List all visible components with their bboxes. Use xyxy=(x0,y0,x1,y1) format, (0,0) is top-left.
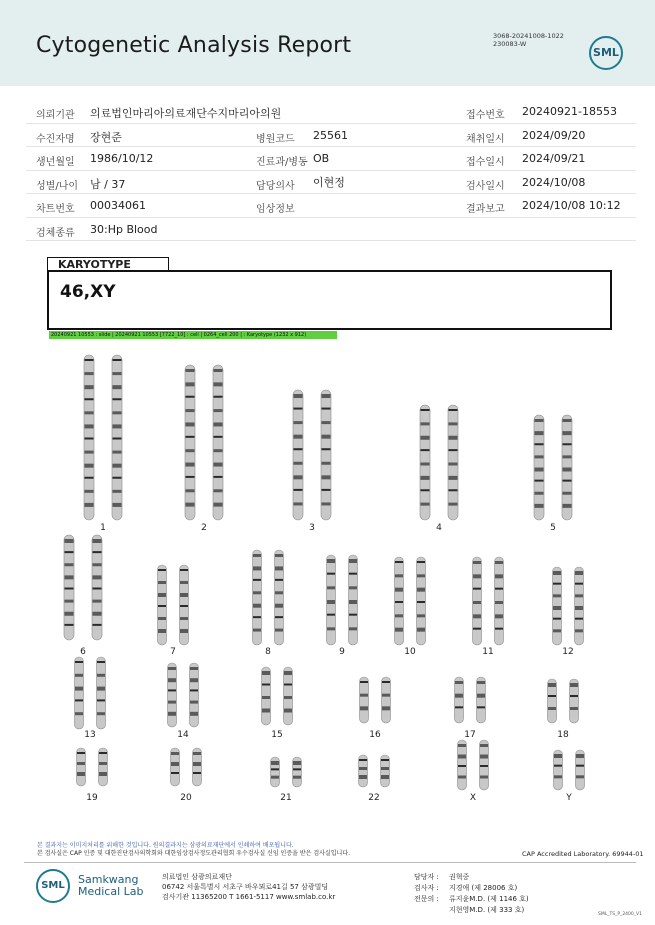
chromosome-label: 11 xyxy=(482,647,494,657)
examinee-label: 수진자명 xyxy=(36,133,75,145)
chromosome-18 xyxy=(548,679,557,723)
footer-notice xyxy=(37,842,537,858)
examinee-value: 장현준 xyxy=(90,130,122,144)
chromosome-18 xyxy=(570,679,579,723)
chromosome-4 xyxy=(448,405,458,520)
chromosome-5 xyxy=(562,415,572,520)
chromosome-19 xyxy=(77,748,86,786)
sml-logo-text: SML xyxy=(593,46,619,59)
chromosome-label: 7 xyxy=(170,647,176,657)
staff-role: 전문의 : xyxy=(414,895,439,903)
receipt-no-value: 20240921-18553 xyxy=(522,105,617,118)
chromosome-label: 2 xyxy=(201,523,207,533)
form-version: SML_TS_P_2400_V1 xyxy=(598,912,642,917)
chromosome-2 xyxy=(213,365,223,520)
chromosome-3 xyxy=(321,390,331,520)
chromosome-13 xyxy=(97,657,106,729)
cap-accreditation: CAP Accredited Laboratory. 69944-01 xyxy=(522,850,644,858)
receipt-date-value: 2024/09/21 xyxy=(522,152,586,165)
staff-name: 지현영M.D. (제 333 호) xyxy=(449,906,525,914)
chromosome-19 xyxy=(99,748,108,786)
chromosome-6 xyxy=(92,535,102,640)
slide-info-bar: 20240921 10553 : slide | 20240921 10553 [7722_10] : cell | 0264_cell 200 | : Karyotype (1232 x 912) xyxy=(49,331,337,339)
chromosome-label: Y xyxy=(566,793,572,803)
chromosome-Y xyxy=(554,750,563,790)
report-date-label: 결과보고 xyxy=(466,204,505,215)
chromosome-label: 13 xyxy=(84,730,96,740)
address-line-3: 검사기관 11365200 T 1661-5117 www.smlab.co.kr xyxy=(162,893,336,901)
info-row xyxy=(26,171,636,195)
chromosome-14 xyxy=(168,663,177,727)
staff-row xyxy=(414,872,529,883)
lab-name xyxy=(78,874,144,898)
chromosome-17 xyxy=(455,677,464,723)
chromosome-21 xyxy=(293,757,302,787)
chromosome-9 xyxy=(327,555,336,645)
chromosome-16 xyxy=(382,677,391,723)
notice-line-1: 본 결과지는 이미지처리를 위해한 것입니다. 원의결과지는 삼광의료재단에서 인쇄하여 배포됩니다. xyxy=(37,842,294,849)
chromosome-X xyxy=(480,740,489,790)
lab-staff xyxy=(414,872,529,916)
lab-address xyxy=(162,872,335,902)
chromosome-label: 6 xyxy=(80,647,86,657)
chromosome-10 xyxy=(395,557,404,645)
chart-no-value: 00034061 xyxy=(90,199,146,212)
sml-logo xyxy=(589,36,623,70)
specimen-value: 30:Hp Blood xyxy=(90,222,158,236)
chart-no-label: 차트번호 xyxy=(36,204,75,215)
chromosome-20 xyxy=(171,748,180,786)
sex-age-label: 성별/나이 xyxy=(36,180,79,192)
chromosome-label: 8 xyxy=(265,647,271,657)
report-title: Cytogenetic Analysis Report xyxy=(36,33,352,58)
staff-role: 담당자 : xyxy=(414,873,439,881)
chromosome-1 xyxy=(84,355,94,520)
birth-label: 생년월일 xyxy=(36,157,75,168)
lab-name-line-1: Samkwang xyxy=(78,873,139,886)
report-date-value: 2024/10/08 10:12 xyxy=(522,199,621,212)
staff-name: 류지윤M.D. (제 1146 호) xyxy=(449,895,529,903)
chromosome-22 xyxy=(381,755,390,787)
samkwang-logo-text: SML xyxy=(41,880,65,891)
chromosome-3 xyxy=(293,390,303,520)
report-code-1: 3068-20241008-1022 xyxy=(493,32,564,40)
institution-label: 의뢰기관 xyxy=(36,110,75,121)
chromosome-label: 21 xyxy=(280,793,292,803)
chromosome-14 xyxy=(190,663,199,727)
staff-row xyxy=(414,894,529,905)
chromosome-22 xyxy=(359,755,368,787)
chromosome-6 xyxy=(64,535,74,640)
chromosome-11 xyxy=(495,557,504,645)
chromosome-label: 9 xyxy=(339,647,345,657)
karyogram xyxy=(40,345,620,805)
staff-name: 권혁중 xyxy=(449,873,470,881)
info-row xyxy=(26,218,636,242)
report-header xyxy=(0,0,655,86)
birth-value: 1986/10/12 xyxy=(90,152,154,165)
chromosome-4 xyxy=(420,405,430,520)
hospital-code-value: 25561 xyxy=(313,128,348,142)
staff-name: 지경애 (제 28006 호) xyxy=(449,884,518,892)
address-line-1: 의료법인 삼광의료재단 xyxy=(162,873,232,881)
chromosome-7 xyxy=(180,565,189,645)
chromosome-label: 3 xyxy=(309,523,315,533)
staff-row xyxy=(414,883,529,894)
chromosome-label: 14 xyxy=(177,730,189,740)
chromosome-5 xyxy=(534,415,544,520)
samkwang-logo xyxy=(36,869,70,903)
chromosome-8 xyxy=(275,550,284,645)
hospital-code-label: 병원코드 xyxy=(256,133,295,145)
chromosome-9 xyxy=(349,555,358,645)
chromosome-label: 10 xyxy=(404,647,416,657)
chromosome-label: 16 xyxy=(369,730,381,740)
info-row xyxy=(26,147,636,171)
report-code-2: 230083-W xyxy=(493,40,527,48)
staff-role: 검사자 : xyxy=(414,884,439,892)
chromosome-label: X xyxy=(469,793,477,803)
test-date-value: 2024/10/08 xyxy=(522,175,586,189)
receipt-date-label: 접수일시 xyxy=(466,157,505,168)
chromosome-2 xyxy=(185,365,195,520)
karyotype-label: KARYOTYPE xyxy=(47,257,169,271)
chromosome-16 xyxy=(360,677,369,723)
notice-line-2: 본 검사실은 CAP 인증 및 대한진단검사의학회와 대한임상검사정도관리협회 우수검사실 신임 인증을 받은 검사실입니다. xyxy=(37,850,351,857)
test-date-label: 검사일시 xyxy=(466,180,505,192)
chromosome-label: 1 xyxy=(100,523,106,533)
collection-date-value: 2024/09/20 xyxy=(522,128,586,142)
chromosome-7 xyxy=(158,565,167,645)
doctor-value: 이현정 xyxy=(313,175,345,189)
info-row xyxy=(26,100,636,124)
doctor-label: 담당의사 xyxy=(256,180,295,192)
chromosome-8 xyxy=(253,550,262,645)
collection-date-label: 채취일시 xyxy=(466,133,505,145)
chromosome-X xyxy=(458,740,467,790)
chromosome-1 xyxy=(112,355,122,520)
institution-value: 의료법인마리아의료재단수지마리아의원 xyxy=(90,107,282,120)
chromosome-label: 18 xyxy=(557,730,569,740)
info-row xyxy=(26,124,636,148)
chromosome-17 xyxy=(477,677,486,723)
chromosome-15 xyxy=(284,667,293,725)
chromosome-Y xyxy=(576,750,585,790)
chromosome-12 xyxy=(553,567,562,645)
karyotype-box xyxy=(47,270,612,330)
chromosome-11 xyxy=(473,557,482,645)
chromosome-label: 20 xyxy=(180,793,192,803)
lab-name-line-2: Medical Lab xyxy=(78,885,144,898)
info-row xyxy=(26,194,636,218)
dept-value: OB xyxy=(313,152,330,165)
chromosome-13 xyxy=(75,657,84,729)
karyogram-image xyxy=(40,345,620,805)
patient-info-table xyxy=(26,100,636,241)
chromosome-label: 17 xyxy=(464,730,476,740)
chromosome-label: 19 xyxy=(86,793,98,803)
sex-age-value: 남 / 37 xyxy=(90,177,126,191)
chromosome-21 xyxy=(271,757,280,787)
chromosome-12 xyxy=(575,567,584,645)
staff-row xyxy=(414,905,529,916)
chromosome-label: 12 xyxy=(562,647,574,657)
chromosome-label: 4 xyxy=(436,523,442,533)
chromosome-label: 22 xyxy=(368,793,380,803)
address-line-2: 06742 서울특별시 서초구 바우뫼로41길 57 삼광빌딩 xyxy=(162,883,329,891)
chromosome-label: 15 xyxy=(271,730,283,740)
chromosome-15 xyxy=(262,667,271,725)
specimen-label: 검체종류 xyxy=(36,227,75,239)
dept-label: 진료과/병동 xyxy=(256,157,308,168)
chromosome-20 xyxy=(193,748,202,786)
receipt-no-label: 접수번호 xyxy=(466,110,505,121)
footer-divider xyxy=(24,862,636,863)
clinical-label: 임상정보 xyxy=(256,204,295,215)
report-codes xyxy=(493,32,564,48)
chromosome-label: 5 xyxy=(550,523,556,533)
chromosome-10 xyxy=(417,557,426,645)
karyotype-result: 46,XY xyxy=(60,282,116,302)
